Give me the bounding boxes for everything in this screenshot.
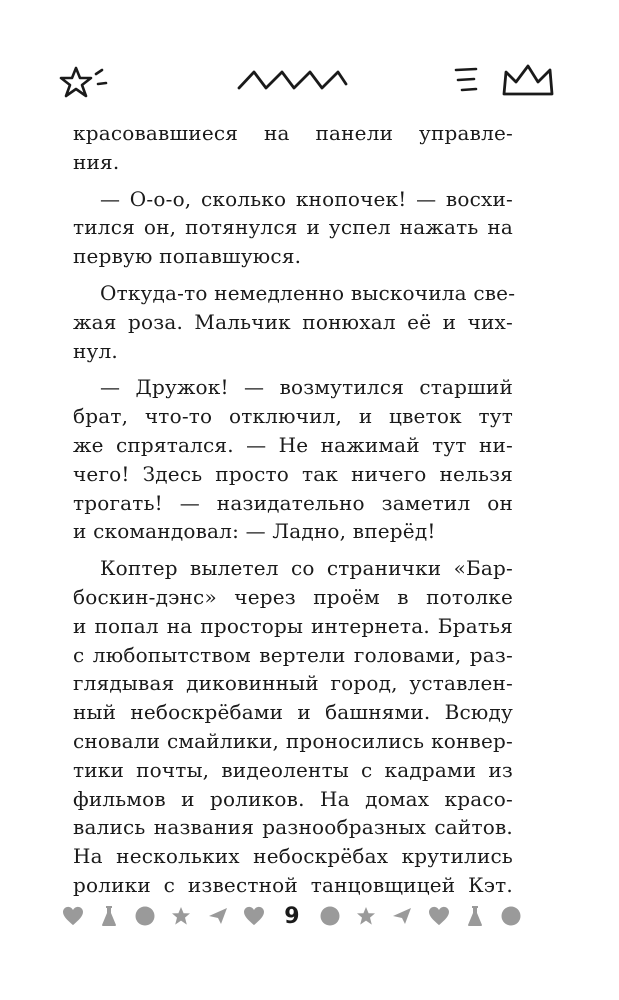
text-line: жая роза. Мальчик понюхал её и чих- [73, 309, 513, 334]
text-line: На нескольких небоскрёбах крутились [73, 844, 513, 869]
page-footer [62, 898, 522, 934]
text-line: глядывая диковинный город, уставлен- [73, 671, 513, 696]
text-line: Откуда-то немедленно выскочила све- [100, 280, 516, 305]
text-line: чего! Здесь просто так ничего нельзя [73, 461, 513, 486]
page-number: 9 [284, 903, 300, 929]
crown-icon [452, 60, 562, 100]
text-line: боскин-дэнс» через проём в потолке [73, 584, 513, 609]
text-line: ный небоскрёбами и башнями. Всюду [73, 700, 513, 725]
heart-icon [243, 905, 265, 927]
text-line: с любопытством вертели головами, раз- [73, 642, 513, 667]
text-line: и попал на просторы интернета. Братья [73, 613, 513, 638]
text-line: красовавшиеся на панели управле- [73, 121, 513, 145]
text-line: брат, что-то отключил, и цветок тут [73, 404, 513, 429]
body-text [73, 119, 516, 900]
text-line: Коптер вылетел со странички «Бар- [100, 556, 513, 581]
star-icon [58, 62, 138, 102]
flask-icon [464, 905, 486, 927]
heart-icon [428, 905, 450, 927]
plane-icon [391, 905, 413, 927]
text-line: — Дружок! — возмутился старший [100, 375, 513, 400]
text-line: первую попавшуюся. [73, 244, 302, 269]
circle-icon [134, 905, 156, 927]
text-line: ния. [73, 149, 120, 174]
star-icon [355, 905, 377, 927]
text-line: нул. [73, 338, 118, 363]
text-line: и скомандовал: — Ладно, вперёд! [73, 519, 436, 544]
text-line: тики почты, видеоленты с кадрами из [73, 757, 513, 782]
zigzag-icon [236, 64, 350, 94]
text-line: трогать! — назидательно заметил он [73, 490, 513, 515]
text-line: — О-о-о, сколько кнопочек! — восхи- [100, 186, 513, 211]
text-line: вались названия разнообразных сайтов. [73, 815, 513, 840]
text-line: сновали смайлики, проносились конвер- [73, 728, 513, 753]
circle-icon [319, 905, 341, 927]
text-line: тился он, потянулся и успел нажать на [73, 215, 513, 240]
circle-icon [500, 905, 522, 927]
text-line: ролики с известной танцовщицей Кэт. [73, 872, 513, 897]
text-line: фильмов и роликов. На домах красо- [73, 786, 513, 811]
text-line: же спрятался. — Не нажимай тут ни- [73, 432, 513, 457]
plane-icon [207, 905, 229, 927]
flask-icon [98, 905, 120, 927]
star-icon [170, 905, 192, 927]
heart-icon [62, 905, 84, 927]
